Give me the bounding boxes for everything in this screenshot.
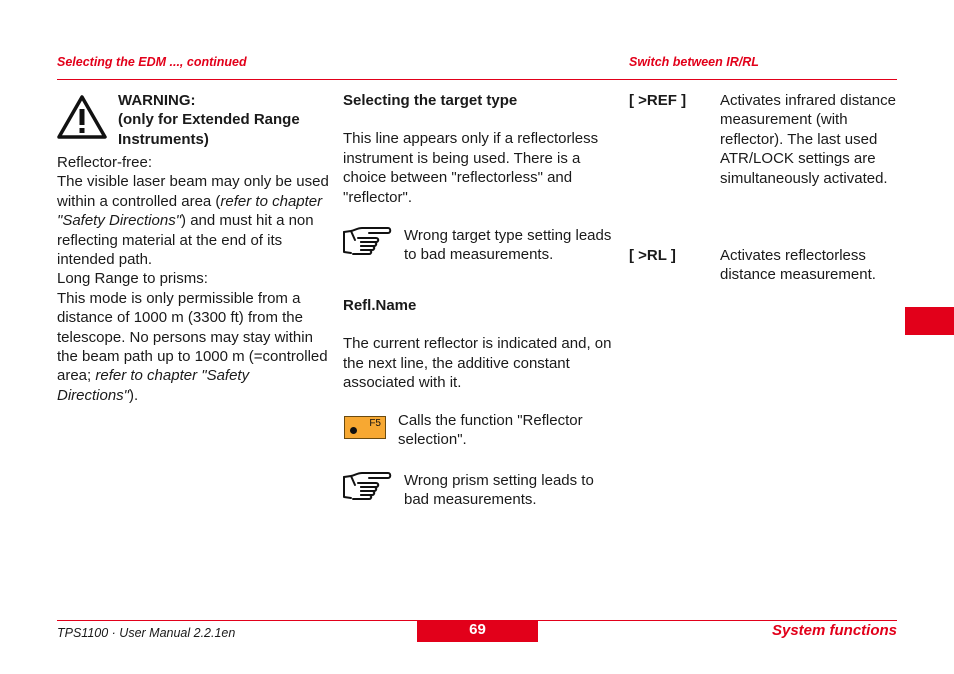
rl-description: Activates reflectorless distance measurement. <box>720 247 876 284</box>
header-left: Selecting the EDM ..., continued <box>57 55 247 69</box>
chapter-tab-marker <box>905 307 954 335</box>
f5-row <box>343 411 615 451</box>
refl-heading: Refl.Name <box>343 297 417 315</box>
p1-text-a: The visible laser beam may only be used within a controlled area ( <box>57 173 329 210</box>
refl-paragraph: The current reflector is indicated and, on the next line, the additive constant associated with it. <box>343 335 612 392</box>
warning-title: WARNING: <box>118 92 196 109</box>
note-target <box>343 226 615 266</box>
warning-subtitle-1: (only for Extended Range <box>118 111 300 129</box>
p2-reference: refer to chapter "Safety Directions" <box>57 367 250 404</box>
pointing-hand-icon <box>343 226 393 256</box>
ref-term: [ >REF ] <box>629 92 687 109</box>
note-target-text: Wrong target type setting leads to bad measurements. <box>404 227 612 264</box>
p2-text-b: ). <box>129 386 139 404</box>
page-number: 69 <box>417 621 538 642</box>
reflector-free-paragraph <box>57 172 332 269</box>
reflector-free-label: Reflector-free: <box>57 154 153 171</box>
target-heading: Selecting the target type <box>343 92 518 109</box>
f5-key-icon[interactable] <box>344 416 386 439</box>
ref-description: Activates infrared distance measurement (with reflector). The last used ATR/LOCK settings are simultaneously activated. <box>720 92 896 187</box>
warning-title-block <box>118 91 300 149</box>
warning-triangle-icon <box>57 95 107 139</box>
rl-term: [ >RL ] <box>629 247 676 264</box>
column-target <box>343 91 615 511</box>
long-range-label: Long Range to prisms: <box>57 270 208 288</box>
target-paragraph: This line appears only if a reflectorless instrument is being used. There is a choice between "reflectorless" and "reflector". <box>343 130 599 206</box>
f5-description: Calls the function "Reflector selection". <box>398 411 583 449</box>
p1-reference: refer to chapter "Safety Directions" <box>57 192 323 230</box>
pointing-hand-icon <box>343 471 393 501</box>
note-prism-text: Wrong prism setting leads to bad measurements. <box>404 471 594 509</box>
long-range-paragraph <box>57 289 332 405</box>
column-warning <box>57 91 332 405</box>
note-prism <box>343 471 615 511</box>
warning-subtitle-2: Instruments) <box>118 130 209 148</box>
p2-text-a: This mode is only permissible from a distance of 1000 m (3300 ft) from the telescope. No persons may stay within the beam path up to 1000 m (=controlled area; <box>57 289 328 385</box>
footer-manual-title: TPS1100 · User Manual 2.2.1en <box>57 626 236 640</box>
f5-key-label: F5 <box>369 417 381 429</box>
header-right: Switch between IR/RL <box>629 55 759 69</box>
f5-key-dot <box>350 427 357 434</box>
footer-chapter-title: System functions <box>771 622 897 639</box>
warning-block <box>57 91 332 153</box>
header-rule <box>57 79 897 80</box>
p1-text-b: ) and must hit a non reflecting material at the end of its intended path. <box>57 212 314 269</box>
